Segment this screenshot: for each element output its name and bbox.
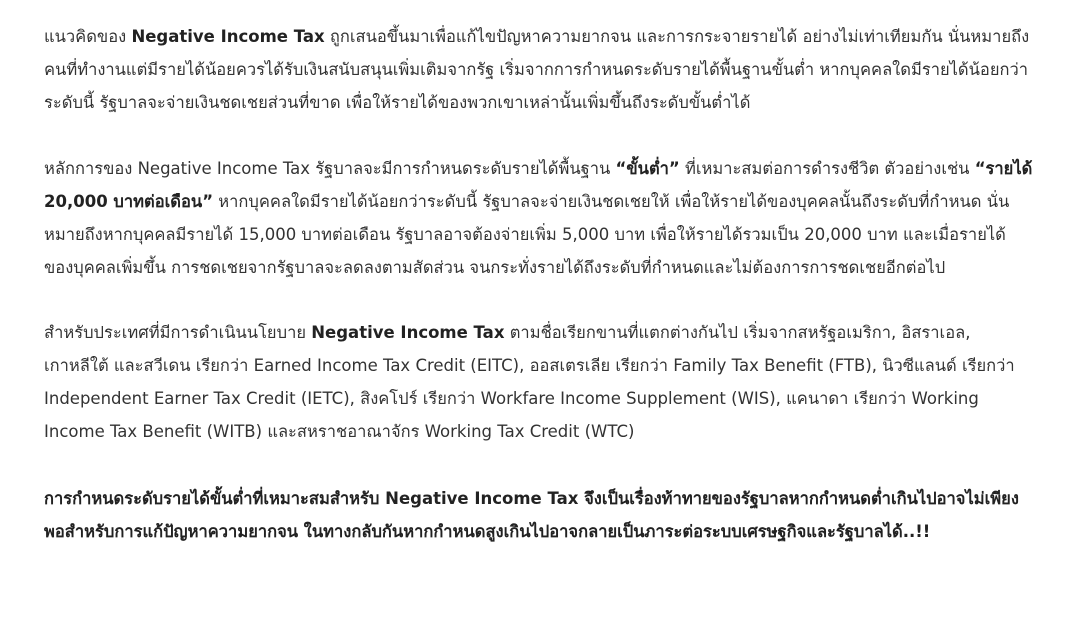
article-body [44,20,1034,548]
paragraph-spacer [44,119,1034,152]
paragraph-countries-text-2: ตามชื่อเรียกขานที่แตกต่างกันไป เริ่มจากสหรัฐอเมริกา, อิสราเอล, เกาหลีใต้ และสวีเดน เรียกว่า Earned Income Tax Credit (EITC), ออสเตรเลีย เรียกว่า Family Tax Benefit (FTB), นิวซีแลนด์ เรียกว่า Independent Earner Tax Credit (IETC), สิงคโปร์ เรียกว่า Workfare Income Supplement (WIS), แคนาดา เรียกว่า Working Income Tax Benefit (WITB) และสหราชอาณาจักร Working Tax Credit (WTC) [44,323,1015,441]
income-example: “รายได้ 20,000 บาทต่อเดือน” [44,159,1033,211]
paragraph-principle-text-1: หลักการของ Negative Income Tax รัฐบาลจะมีการกำหนดระดับรายได้พื้นฐาน [44,159,616,178]
paragraph-spacer [44,448,1034,482]
negative-income-tax-term: Negative Income Tax [311,323,505,342]
paragraph-concept-text-2: ถูกเสนอขึ้นมาเพื่อแก้ไขปัญหาความยากจน และการกระจายรายได้ อย่างไม่เท่าเทียมกัน นั่นหมายถึงคนที่ทำงานแต่มีรายได้น้อยควรได้รับเงินสนับสนุนเพิ่มเติมจากรัฐ เริ่มจากการกำหนดระดับรายได้พื้นฐานขั้นต่ำ หากบุคคลใดมีรายได้น้อยกว่าระดับนี้ รัฐบาลจะจ่ายเงินชดเชยส่วนที่ขาด เพื่อให้รายได้ของพวกเขาเหล่านั้นเพิ่มขึ้นถึงระดับขั้นต่ำได้ [44,27,1030,112]
conclusion-text: การกำหนดระดับรายได้ขั้นต่ำที่เหมาะสมสำหรับ Negative Income Tax จึงเป็นเรื่องท้าทายของรัฐบาลหากกำหนดต่ำเกินไปอาจไม่เพียงพอสำหรับการแก้ปัญหาความยากจน ในทางกลับกันหากกำหนดสูงเกินไปอาจกลายเป็นภาระต่อระบบเศรษฐกิจและรัฐบาลได้..!! [44,489,1019,541]
paragraph-concept [44,20,1034,119]
paragraph-principle-text-2: ที่เหมาะสมต่อการดำรงชีวิต ตัวอย่างเช่น [679,159,975,178]
paragraph-conclusion [44,482,1034,548]
paragraph-principle-text-3: หากบุคคลใดมีรายได้น้อยกว่าระดับนี้ รัฐบาลจะจ่ายเงินชดเชยให้ เพื่อให้รายได้ของบุคคลนั้นถึงระดับที่กำหนด นั่นหมายถึงหากบุคคลมีรายได้ 15,000 บาทต่อเดือน รัฐบาลอาจต้องจ่ายเพิ่ม 5,000 บาท เพื่อให้รายได้รวมเป็น 20,000 บาท และเมื่อรายได้ของบุคคลเพิ่มขึ้น การชดเชยจากรัฐบาลจะลดลงตามสัดส่วน จนกระทั่งรายได้ถึงระดับที่กำหนดและไม่ต้องการการชดเชยอีกต่อไป [44,192,1010,277]
minimum-term: “ขั้นต่ำ” [615,159,680,178]
paragraph-principle [44,152,1034,284]
negative-income-tax-term: Negative Income Tax [131,27,325,46]
paragraph-countries [44,316,1034,448]
paragraph-countries-text-1: สำหรับประเทศที่มีการดำเนินนโยบาย [44,323,312,342]
paragraph-concept-text-1: แนวคิดของ [44,27,132,46]
paragraph-spacer [44,284,1034,316]
